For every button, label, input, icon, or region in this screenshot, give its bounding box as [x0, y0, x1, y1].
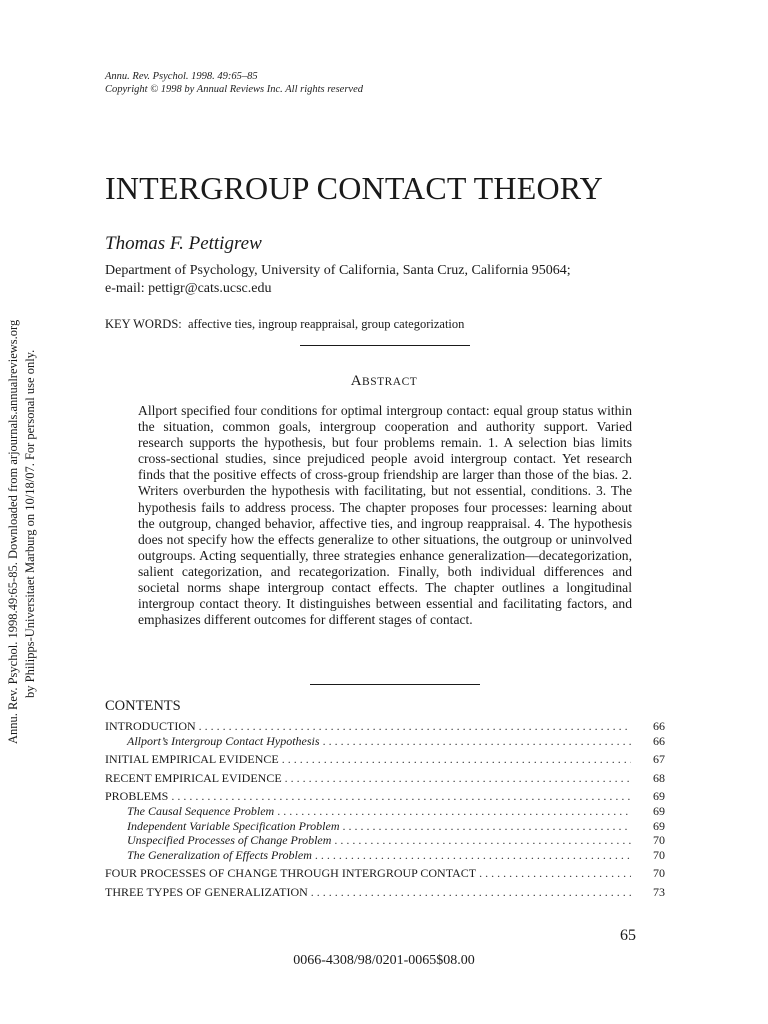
author-name: Thomas F. Pettigrew [105, 233, 262, 254]
affiliation-department: Department of Psychology, University of California, Santa Cruz, California 95064; [105, 263, 571, 278]
abstract-text: Allport specified four conditions for optimal intergroup contact: equal group status within the situation, common goals, intergroup cooperation and authority support. Varied research supports the hypothesis, but four problems remain. 1. A selection bias limits cross-sectional studies, since prejudiced people avoid intergroup contact. Yet research finds that the positive effects of cross-group friendship are larger than those of the bias. 2. Writers overburden the hypothesis with facilitating, but not essential, conditions. 3. The hypothesis fails to address process. The chapter proposes four processes: learning about the outgroup, changed behavior, affective ties, and ingroup reappraisal. 4. The hypothesis does not specify how the effects generalize to other situations, the outgroup or uninvolved outgroups. Acting sequentially, three strategies enhance generalization—decategorization, salient categorization, and recategorization. Finally, both individual differences and societal norms shape intergroup contact effects. The chapter outlines a longitudinal intergroup contact theory. It distinguishes between essential and facilitating factors, and emphasizes different outcomes for different stages of contact. [138, 403, 632, 628]
toc-entry[interactable]: PROBLEMS ..... 69 [105, 789, 665, 804]
footer-code: 0066-4308/98/0201-0065$08.00 [293, 953, 475, 968]
page-number: 65 [620, 927, 636, 944]
toc-entry[interactable]: INTRODUCTION ..... 66 [105, 719, 665, 734]
toc-entry[interactable]: FOUR PROCESSES OF CHANGE THROUGH INTERGROUP CONTACT ..... 70 [105, 866, 665, 881]
toc-entry[interactable]: The Causal Sequence Problem ..... 69 [105, 804, 665, 819]
download-notice-line-1: Annu. Rev. Psychol. 1998.49:65-85. Downloaded from arjournals.annualreviews.org [6, 319, 20, 744]
toc-entry[interactable]: Independent Variable Specification Problem ..... 69 [105, 819, 665, 834]
author-affiliation [105, 262, 571, 298]
divider-top [300, 345, 470, 346]
keywords-text: affective ties, ingroup reappraisal, group categorization [188, 317, 465, 331]
abstract-heading: ABSTRACT [350, 373, 418, 389]
contents-heading: CONTENTS [105, 698, 181, 714]
keywords-label: KEY WORDS: [105, 317, 182, 331]
toc-entry[interactable]: Unspecified Processes of Change Problem ..... 70 [105, 833, 665, 848]
divider-bottom [310, 684, 480, 685]
journal-copyright: Copyright © 1998 by Annual Reviews Inc. All rights reserved [105, 84, 363, 95]
journal-citation: Annu. Rev. Psychol. 1998. 49:65–85 [105, 71, 258, 82]
keywords [105, 317, 464, 332]
toc-entry[interactable]: The Generalization of Effects Problem ..... 70 [105, 848, 665, 863]
toc-entry[interactable]: Allport’s Intergroup Contact Hypothesis ..... 66 [105, 734, 665, 749]
toc-entry[interactable]: THREE TYPES OF GENERALIZATION ..... 73 [105, 885, 665, 900]
article-title: INTERGROUP CONTACT THEORY [105, 170, 603, 206]
download-notice-line-2: by Philipps-Universitaet Marburg on 10/18/07. For personal use only. [23, 349, 37, 698]
journal-header [105, 70, 363, 96]
affiliation-email: e-mail: pettigr@cats.ucsc.edu [105, 281, 272, 296]
table-of-contents [105, 719, 665, 900]
toc-entry[interactable]: INITIAL EMPIRICAL EVIDENCE ..... 67 [105, 752, 665, 767]
toc-entry[interactable]: RECENT EMPIRICAL EVIDENCE ..... 68 [105, 771, 665, 786]
